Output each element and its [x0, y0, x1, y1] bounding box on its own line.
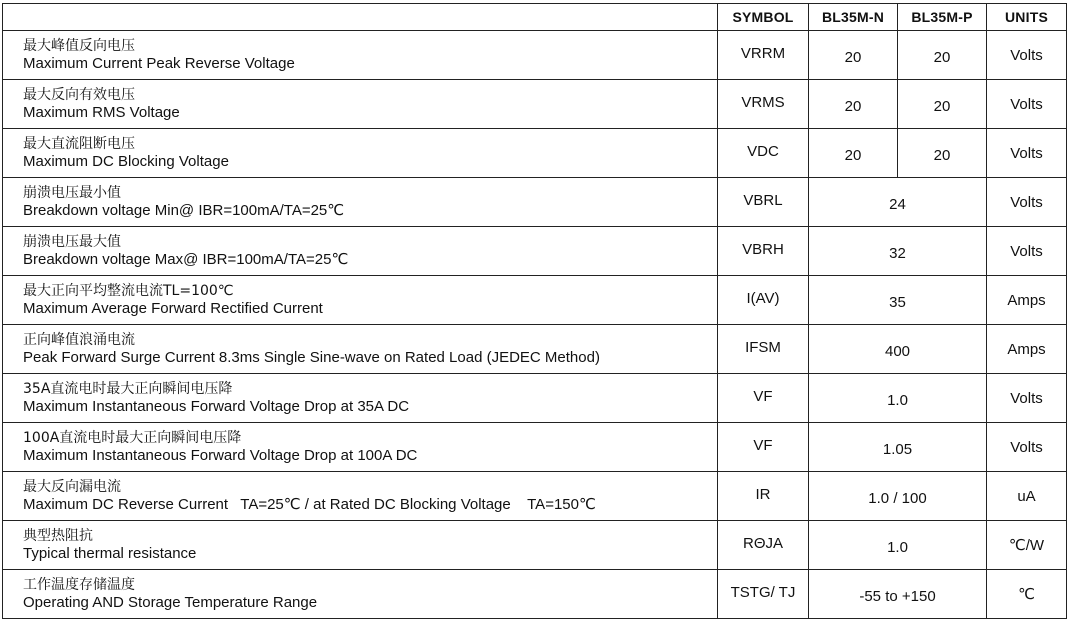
symbol-cell: RΘJA — [718, 521, 809, 570]
symbol-cell: VF — [718, 423, 809, 472]
symbol-cell: TSTG/ TJ — [718, 570, 809, 619]
units-cell: uA — [987, 472, 1067, 521]
parameter-english: Maximum Instantaneous Forward Voltage Drop at 35A DC — [23, 398, 410, 415]
table-row — [3, 325, 1067, 374]
parameter-chinese: 工作温度存储温度 — [23, 577, 135, 593]
symbol-cell: I(AV) — [718, 276, 809, 325]
units-cell: ℃ — [987, 570, 1067, 619]
parameter-chinese: 最大峰值反向电压 — [23, 38, 135, 54]
symbol-cell: VDC — [718, 129, 809, 178]
symbol-cell: VBRL — [718, 178, 809, 227]
value-bl35m-p: 20 — [898, 129, 987, 178]
value-merged: 1.0 — [809, 521, 987, 570]
parameter-chinese: 最大反向漏电流 — [23, 479, 121, 495]
parameter-cell — [3, 570, 718, 619]
symbol-cell: IFSM — [718, 325, 809, 374]
header-bl35m-p: BL35M-P — [898, 4, 987, 31]
value-merged: 1.0 — [809, 374, 987, 423]
table-row — [3, 31, 1067, 80]
parameter-cell — [3, 325, 718, 374]
symbol-cell: VRMS — [718, 80, 809, 129]
table-row — [3, 227, 1067, 276]
value-bl35m-n: 20 — [809, 31, 898, 80]
parameter-cell — [3, 129, 718, 178]
table-row — [3, 129, 1067, 178]
parameter-cell — [3, 423, 718, 472]
units-cell: Amps — [987, 325, 1067, 374]
parameter-cell — [3, 276, 718, 325]
symbol-cell: VF — [718, 374, 809, 423]
units-cell: Volts — [987, 80, 1067, 129]
parameter-english: Maximum DC Reverse Current TA=25℃ / at Rated DC Blocking Voltage TA=150℃ — [23, 496, 596, 513]
value-bl35m-n: 20 — [809, 129, 898, 178]
parameter-english: Typical thermal resistance — [23, 545, 197, 562]
table-row — [3, 276, 1067, 325]
table-row — [3, 374, 1067, 423]
value-bl35m-p: 20 — [898, 31, 987, 80]
units-cell: Volts — [987, 129, 1067, 178]
parameter-english: Maximum Instantaneous Forward Voltage Drop at 100A DC — [23, 447, 418, 464]
value-merged: 35 — [809, 276, 987, 325]
parameter-chinese: 最大正向平均整流电流TL=100℃ — [23, 283, 234, 299]
units-cell: Volts — [987, 31, 1067, 80]
parameter-chinese: 典型热阻抗 — [23, 528, 93, 544]
header-symbol: SYMBOL — [718, 4, 809, 31]
units-cell: Volts — [987, 374, 1067, 423]
parameter-english: Breakdown voltage Max@ IBR=100mA/TA=25℃ — [23, 251, 349, 268]
parameter-cell — [3, 80, 718, 129]
parameter-chinese: 最大反向有效电压 — [23, 87, 135, 103]
table-row — [3, 570, 1067, 619]
units-cell: Volts — [987, 178, 1067, 227]
parameter-chinese: 正向峰值浪涌电流 — [23, 332, 135, 348]
header-description — [3, 4, 718, 31]
value-merged: 1.05 — [809, 423, 987, 472]
parameter-cell — [3, 521, 718, 570]
parameter-english: Breakdown voltage Min@ IBR=100mA/TA=25℃ — [23, 202, 345, 219]
table-row — [3, 178, 1067, 227]
value-merged: -55 to +150 — [809, 570, 987, 619]
parameter-chinese: 崩溃电压最大值 — [23, 234, 121, 250]
symbol-cell: VRRM — [718, 31, 809, 80]
parameter-chinese: 100A直流电时最大正向瞬间电压降 — [23, 430, 242, 446]
symbol-cell: VBRH — [718, 227, 809, 276]
header-units: UNITS — [987, 4, 1067, 31]
parameter-cell — [3, 227, 718, 276]
value-merged: 24 — [809, 178, 987, 227]
table-row — [3, 521, 1067, 570]
parameter-cell — [3, 374, 718, 423]
units-cell: Amps — [987, 276, 1067, 325]
parameter-chinese: 35A直流电时最大正向瞬间电压降 — [23, 381, 233, 397]
value-merged: 32 — [809, 227, 987, 276]
parameter-english: Peak Forward Surge Current 8.3ms Single Sine-wave on Rated Load (JEDEC Method) — [23, 349, 600, 366]
ratings-table — [2, 3, 1067, 619]
table-row — [3, 472, 1067, 521]
parameter-cell — [3, 472, 718, 521]
parameter-cell — [3, 178, 718, 227]
table-row — [3, 423, 1067, 472]
parameter-english: Maximum Average Forward Rectified Current — [23, 300, 323, 317]
units-cell: Volts — [987, 423, 1067, 472]
parameter-english: Maximum RMS Voltage — [23, 104, 180, 121]
value-bl35m-p: 20 — [898, 80, 987, 129]
symbol-cell: IR — [718, 472, 809, 521]
units-cell: Volts — [987, 227, 1067, 276]
header-row — [3, 4, 1067, 31]
parameter-cell — [3, 31, 718, 80]
value-merged: 400 — [809, 325, 987, 374]
value-merged: 1.0 / 100 — [809, 472, 987, 521]
parameter-chinese: 崩溃电压最小值 — [23, 185, 121, 201]
parameter-english: Maximum Current Peak Reverse Voltage — [23, 55, 295, 72]
table-row — [3, 80, 1067, 129]
units-cell: ℃/W — [987, 521, 1067, 570]
value-bl35m-n: 20 — [809, 80, 898, 129]
parameter-english: Operating AND Storage Temperature Range — [23, 594, 318, 611]
parameter-chinese: 最大直流阻断电压 — [23, 136, 135, 152]
header-bl35m-n: BL35M-N — [809, 4, 898, 31]
parameter-english: Maximum DC Blocking Voltage — [23, 153, 229, 170]
